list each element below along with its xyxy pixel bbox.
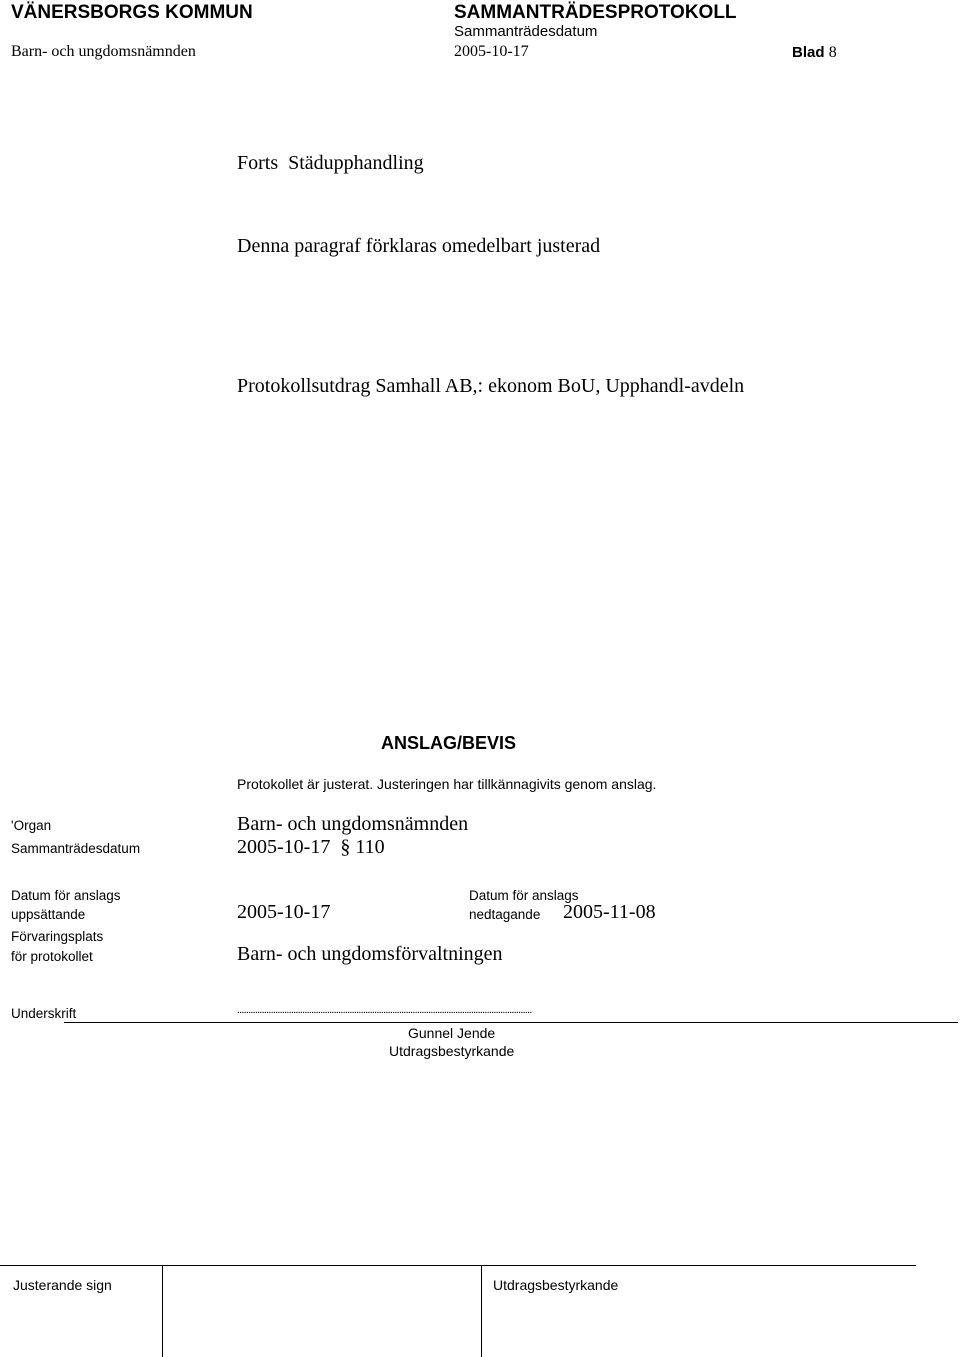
storage-label-line2: för protokollet xyxy=(11,949,93,964)
footer-divider xyxy=(0,1265,916,1266)
section-sign-icon: § xyxy=(340,836,351,858)
municipality-name: VÄNERSBORGS KOMMUN xyxy=(11,2,253,23)
storage-place: Barn- och ungdomsförvaltningen xyxy=(237,943,503,965)
removed-label-line2: nedtagande xyxy=(469,907,541,922)
removed-date: 2005-11-08 xyxy=(563,901,656,923)
page-number xyxy=(792,44,837,62)
signature-label: Underskrift xyxy=(11,1006,77,1021)
meeting-date-value xyxy=(237,836,385,859)
footer-separator-left xyxy=(162,1266,163,1357)
footer-utdragsbestyrkande: Utdragsbestyrkande xyxy=(493,1277,619,1293)
footer-justerande-sign: Justerande sign xyxy=(13,1277,112,1293)
distribution-text: Protokollsutdrag Samhall AB,: ekonom BoU, Upphandl-avdeln xyxy=(237,375,745,397)
posted-date: 2005-10-17 xyxy=(237,901,331,923)
declaration-text: Denna paragraf förklaras omedelbart justerad xyxy=(237,235,601,257)
signature-line xyxy=(64,1022,958,1023)
page-label: Blad xyxy=(792,44,825,61)
storage-label-line1: Förvaringsplats xyxy=(11,929,104,944)
posted-label-line1: Datum för anslags xyxy=(11,888,121,903)
page-number-value: 8 xyxy=(828,44,837,61)
header-date-label: Sammanträdesdatum xyxy=(454,23,598,40)
organ-label: 'Organ xyxy=(11,818,52,833)
organ-value: Barn- och ungdomsnämnden xyxy=(237,813,469,835)
meeting-date-label: Sammanträdesdatum xyxy=(11,841,141,856)
removed-label-line1: Datum för anslags xyxy=(469,888,579,903)
anslag-note: Protokollet är justerat. Justeringen har tillkännagivits genom anslag. xyxy=(237,776,657,792)
posted-label-line2: uppsättande xyxy=(11,907,86,922)
paragraph-title: Forts Städupphandling xyxy=(237,152,424,174)
meeting-date: 2005-10-17 xyxy=(237,836,331,858)
document-type: SAMMANTRÄDESPROTOKOLL xyxy=(454,2,737,23)
section-number: 110 xyxy=(355,836,385,858)
signer-role: Utdragsbestyrkande xyxy=(389,1043,515,1059)
signer-name: Gunnel Jende xyxy=(408,1025,496,1041)
anslag-title: ANSLAG/BEVIS xyxy=(381,733,517,753)
footer-separator-right xyxy=(481,1266,482,1357)
signature-dots: ................................................................................................................................... xyxy=(237,1004,532,1016)
header-committee: Barn- och ungdomsnämnden xyxy=(11,43,196,60)
header-date: 2005-10-17 xyxy=(454,43,529,60)
